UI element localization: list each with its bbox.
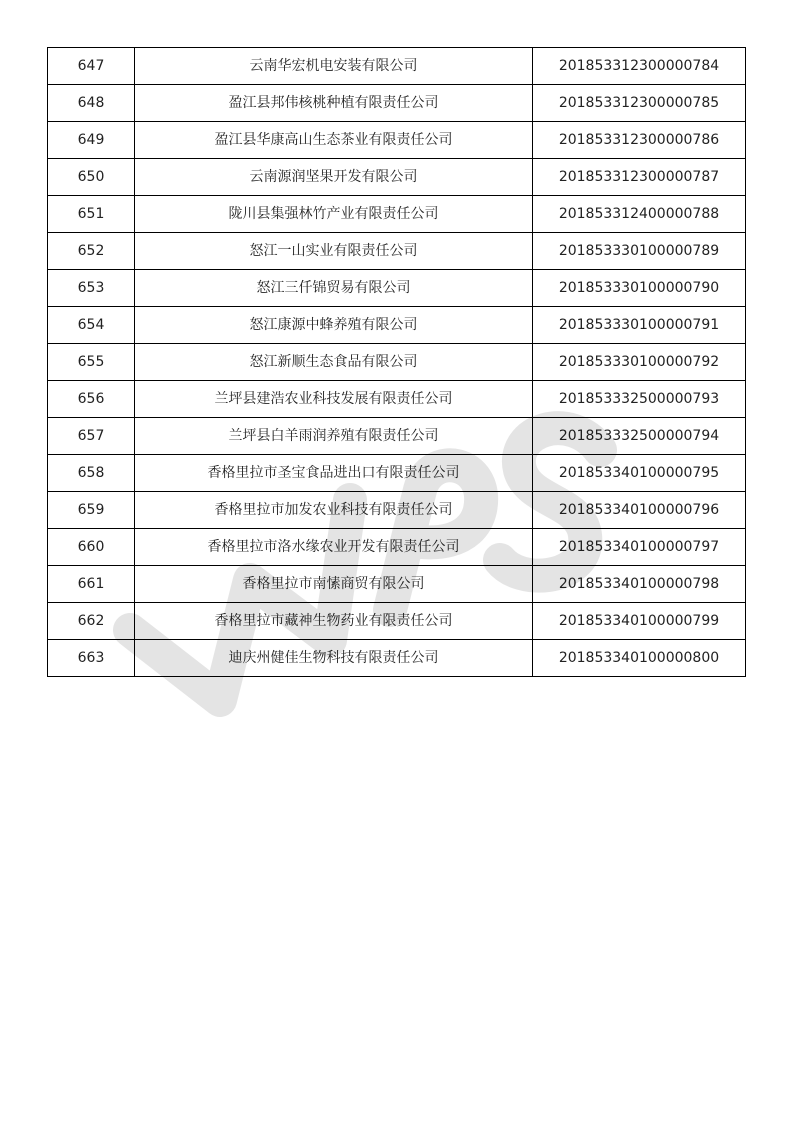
table-row	[48, 492, 746, 529]
row-number-cell: 650	[48, 159, 135, 196]
company-name-cell: 香格里拉市南愫商贸有限公司	[135, 566, 533, 603]
table-row	[48, 418, 746, 455]
registration-code-cell: 201853340100000796	[533, 492, 746, 529]
registration-code-cell: 201853312300000787	[533, 159, 746, 196]
registration-code-cell: 201853332500000794	[533, 418, 746, 455]
row-number-cell: 652	[48, 233, 135, 270]
row-number-cell: 647	[48, 48, 135, 85]
company-name-cell: 云南源润坚果开发有限公司	[135, 159, 533, 196]
company-name-cell: 盈江县华康高山生态茶业有限责任公司	[135, 122, 533, 159]
registration-code-cell: 201853330100000792	[533, 344, 746, 381]
registration-code-cell: 201853340100000799	[533, 603, 746, 640]
company-name-cell: 香格里拉市洛水缘农业开发有限责任公司	[135, 529, 533, 566]
table-row	[48, 196, 746, 233]
table-body	[48, 48, 746, 677]
company-name-cell: 香格里拉市藏神生物药业有限责任公司	[135, 603, 533, 640]
company-name-cell: 香格里拉市圣宝食品进出口有限责任公司	[135, 455, 533, 492]
registration-code-cell: 201853340100000795	[533, 455, 746, 492]
registration-code-cell: 201853312300000786	[533, 122, 746, 159]
row-number-cell: 658	[48, 455, 135, 492]
company-name-cell: 香格里拉市加发农业科技有限责任公司	[135, 492, 533, 529]
row-number-cell: 651	[48, 196, 135, 233]
row-number-cell: 656	[48, 381, 135, 418]
registration-code-cell: 201853340100000797	[533, 529, 746, 566]
company-registry-table	[47, 47, 746, 677]
registration-code-cell: 201853340100000798	[533, 566, 746, 603]
row-number-cell: 655	[48, 344, 135, 381]
registration-code-cell: 201853312400000788	[533, 196, 746, 233]
row-number-cell: 660	[48, 529, 135, 566]
company-name-cell: 陇川县集强林竹产业有限责任公司	[135, 196, 533, 233]
company-name-cell: 怒江康源中蜂养殖有限公司	[135, 307, 533, 344]
table-row	[48, 381, 746, 418]
row-number-cell: 657	[48, 418, 135, 455]
row-number-cell: 649	[48, 122, 135, 159]
table-row	[48, 48, 746, 85]
registration-code-cell: 201853332500000793	[533, 381, 746, 418]
table-row	[48, 640, 746, 677]
registration-code-cell: 201853330100000791	[533, 307, 746, 344]
row-number-cell: 663	[48, 640, 135, 677]
table-row	[48, 344, 746, 381]
row-number-cell: 659	[48, 492, 135, 529]
registration-code-cell: 201853312300000785	[533, 85, 746, 122]
table-row	[48, 455, 746, 492]
table-row	[48, 566, 746, 603]
company-name-cell: 怒江新顺生态食品有限公司	[135, 344, 533, 381]
row-number-cell: 653	[48, 270, 135, 307]
registration-code-cell: 201853340100000800	[533, 640, 746, 677]
row-number-cell: 662	[48, 603, 135, 640]
company-name-cell: 兰坪县建浩农业科技发展有限责任公司	[135, 381, 533, 418]
row-number-cell: 661	[48, 566, 135, 603]
registration-code-cell: 201853330100000790	[533, 270, 746, 307]
row-number-cell: 654	[48, 307, 135, 344]
table-row	[48, 122, 746, 159]
table-row	[48, 85, 746, 122]
registration-code-cell: 201853330100000789	[533, 233, 746, 270]
table-row	[48, 603, 746, 640]
company-name-cell: 怒江三仟锦贸易有限公司	[135, 270, 533, 307]
table-row	[48, 233, 746, 270]
company-name-cell: 兰坪县白羊雨润养殖有限责任公司	[135, 418, 533, 455]
company-name-cell: 云南华宏机电安装有限公司	[135, 48, 533, 85]
table-row	[48, 159, 746, 196]
company-name-cell: 盈江县邦伟核桃种植有限责任公司	[135, 85, 533, 122]
company-name-cell: 怒江一山实业有限责任公司	[135, 233, 533, 270]
company-name-cell: 迪庆州健佳生物科技有限责任公司	[135, 640, 533, 677]
table-row	[48, 307, 746, 344]
registration-code-cell: 201853312300000784	[533, 48, 746, 85]
table-row	[48, 270, 746, 307]
row-number-cell: 648	[48, 85, 135, 122]
table-row	[48, 529, 746, 566]
